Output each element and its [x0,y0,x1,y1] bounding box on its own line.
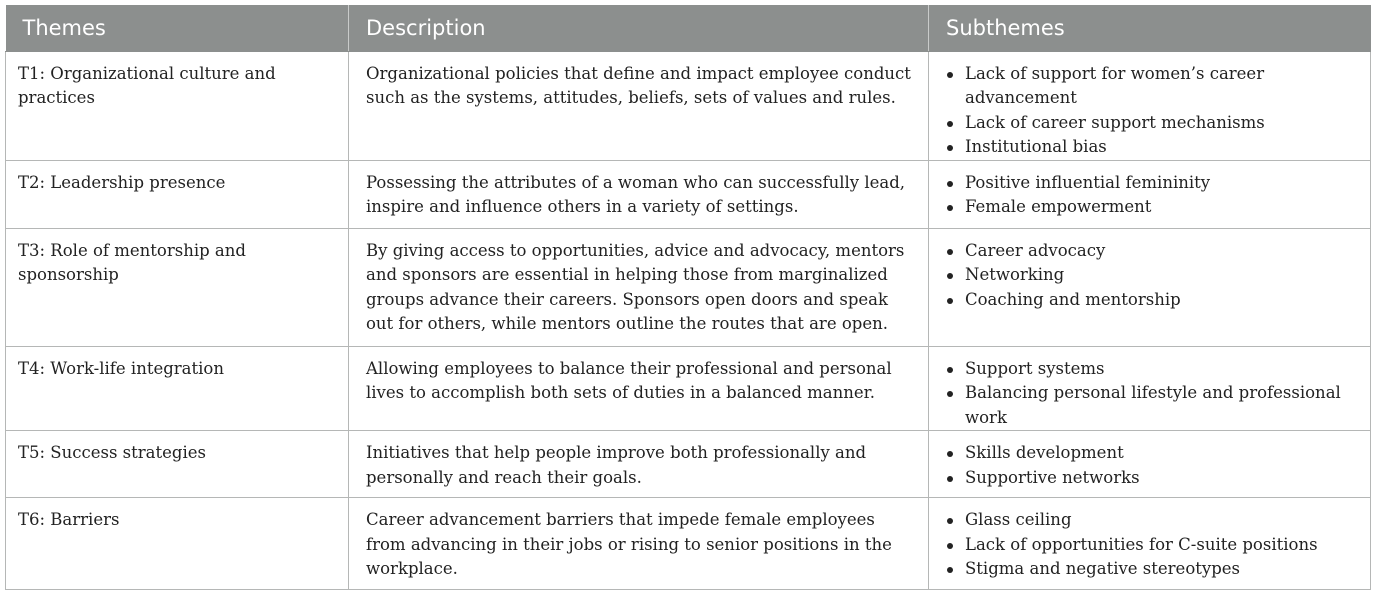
subtheme-item: Glass ceiling [945,508,1356,533]
theme-cell: T3: Role of mentorship and sponsorship [6,228,349,346]
subtheme-item: Lack of support for women’s career advancement [945,62,1356,111]
header-themes: Themes [6,5,349,51]
subtheme-item: Institutional bias [945,135,1356,160]
table-row [6,51,1371,160]
description-cell: Career advancement barriers that impede female employees from advancing in their jobs or rising to senior positions in the workplace. [349,498,929,590]
table-row [6,228,1371,346]
themes-table-container [5,5,1370,578]
subtheme-item: Career advocacy [945,239,1356,264]
table-row [6,498,1371,590]
description-cell: Initiatives that help people improve both professionally and personally and reach their goals. [349,431,929,498]
header-row [6,5,1371,51]
subtheme-item: Stigma and negative stereotypes [945,557,1356,582]
subtheme-list [945,508,1356,582]
subtheme-item: Positive influential femininity [945,171,1356,196]
subthemes-cell [929,431,1371,498]
theme-cell: T4: Work-life integration [6,346,349,431]
table-row [6,431,1371,498]
table-row [6,160,1371,228]
description-cell: Allowing employees to balance their professional and personal lives to accomplish both sets of duties in a balanced manner. [349,346,929,431]
table-row [6,346,1371,431]
subthemes-cell [929,346,1371,431]
subthemes-cell [929,498,1371,590]
subtheme-item: Female empowerment [945,195,1356,220]
subtheme-item: Support systems [945,357,1356,382]
subtheme-item: Balancing personal lifestyle and professional work [945,381,1356,430]
theme-cell: T6: Barriers [6,498,349,590]
themes-table [5,5,1371,590]
description-cell: Organizational policies that define and impact employee conduct such as the systems, attitudes, beliefs, sets of values and rules. [349,51,929,160]
subtheme-list [945,441,1356,490]
subtheme-item: Supportive networks [945,466,1356,491]
subtheme-item: Lack of career support mechanisms [945,111,1356,136]
theme-cell: T5: Success strategies [6,431,349,498]
subtheme-item: Lack of opportunities for C-suite positions [945,533,1356,558]
subtheme-item: Coaching and mentorship [945,288,1356,313]
subthemes-cell [929,228,1371,346]
description-cell: Possessing the attributes of a woman who can successfully lead, inspire and influence others in a variety of settings. [349,160,929,228]
subthemes-cell [929,160,1371,228]
theme-cell: T1: Organizational culture and practices [6,51,349,160]
subtheme-list [945,239,1356,313]
header-description: Description [349,5,929,51]
subtheme-list [945,357,1356,431]
description-cell: By giving access to opportunities, advice and advocacy, mentors and sponsors are essential in helping those from marginalized groups advance their careers. Sponsors open doors and speak out for others, while mentors outline the routes that are open. [349,228,929,346]
subtheme-list [945,62,1356,160]
subthemes-cell [929,51,1371,160]
subtheme-list [945,171,1356,220]
subtheme-item: Networking [945,263,1356,288]
theme-cell: T2: Leadership presence [6,160,349,228]
header-subthemes: Subthemes [929,5,1371,51]
subtheme-item: Skills development [945,441,1356,466]
